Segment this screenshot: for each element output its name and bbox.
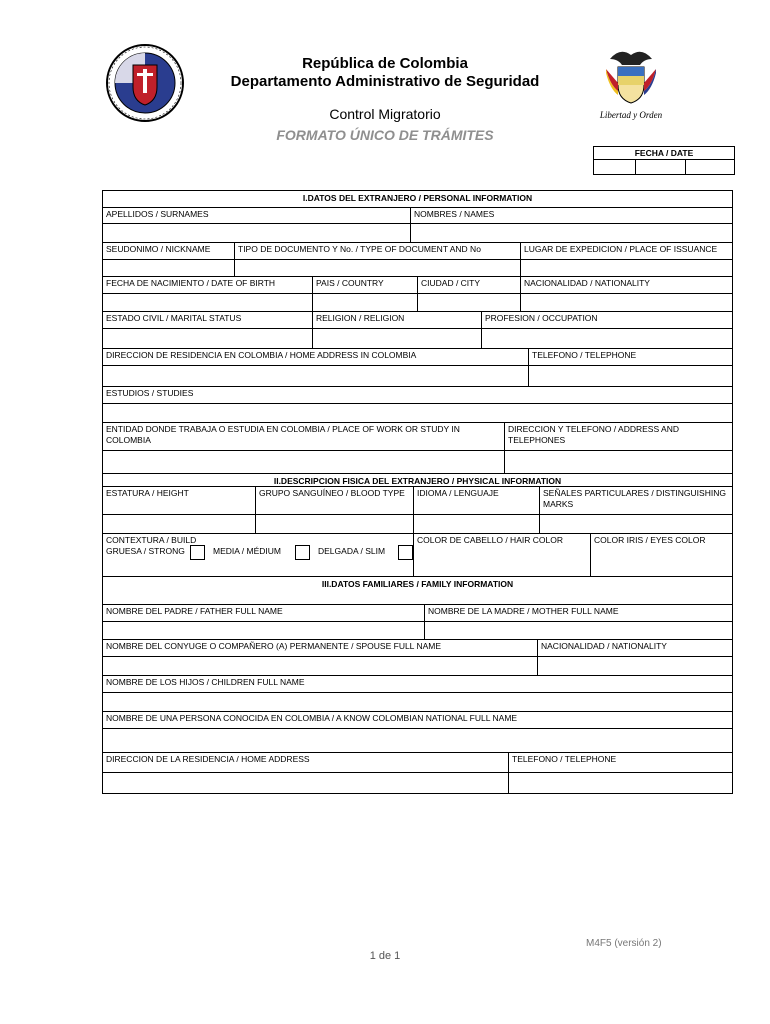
eye-color-label: COLOR IRIS / EYES COLOR	[594, 535, 706, 545]
spouse-nationality-label: NACIONALIDAD / NATIONALITY	[537, 639, 733, 657]
build-strong-label: GRUESA / STRONG	[106, 546, 185, 556]
eye-color-box	[590, 533, 733, 577]
build-medium-label: MEDIA / MÉDIUM	[213, 546, 282, 556]
hair-color-box	[413, 533, 591, 577]
children-field[interactable]	[102, 692, 733, 712]
surnames-label: APELLIDOS / SURNAMES	[102, 207, 411, 224]
doc-type-field[interactable]	[234, 259, 521, 277]
contact-address-field[interactable]	[102, 772, 509, 794]
build-slim-checkbox[interactable]	[398, 545, 413, 560]
work-address-field[interactable]	[504, 450, 733, 474]
country-label: PAIS / COUNTRY	[312, 276, 418, 294]
header-department: Departamento Administrativo de Seguridad	[230, 73, 540, 90]
contact-address-label: DIRECCION DE LA RESIDENCIA / HOME ADDRESS	[102, 752, 509, 773]
date-month-field[interactable]	[635, 159, 686, 175]
colombian-contact-field[interactable]	[102, 728, 733, 753]
date-label: FECHA / DATE	[593, 146, 735, 160]
country-field[interactable]	[312, 293, 418, 312]
place-issuance-field[interactable]	[520, 259, 733, 277]
home-address-field[interactable]	[102, 365, 529, 387]
home-address-label: DIRECCION DE RESIDENCIA EN COLOMBIA / HOME ADDRESS IN COLOMBIA	[102, 348, 529, 366]
blood-type-label: GRUPO SANGUÍNEO / BLOOD TYPE	[255, 486, 414, 515]
names-field[interactable]	[410, 223, 733, 243]
coat-motto: Libertad y Orden	[599, 110, 663, 120]
religion-field[interactable]	[312, 328, 482, 349]
telephone-field[interactable]	[528, 365, 733, 387]
nickname-field[interactable]	[102, 259, 235, 277]
marks-label: SEÑALES PARTICULARES / DISTINGUISHING MARKS	[539, 486, 733, 515]
nickname-label: SEUDONIMO / NICKNAME	[102, 242, 235, 260]
build-strong-checkbox[interactable]	[190, 545, 205, 560]
date-day-field[interactable]	[593, 159, 636, 175]
header-office: Control Migratorio	[329, 106, 441, 122]
mother-field[interactable]	[424, 621, 733, 640]
work-address-label: DIRECCION Y TELEFONO / ADDRESS AND TELEPHONES	[504, 422, 733, 451]
spouse-label: NOMBRE DEL CONYUGE O COMPAÑERO (A) PERMANENTE / SPOUSE FULL NAME	[102, 639, 538, 657]
place-issuance-label: LUGAR DE EXPEDICION / PLACE OF ISSUANCE	[520, 242, 733, 260]
studies-field[interactable]	[102, 403, 733, 423]
build-slim-label: DELGADA / SLIM	[318, 546, 386, 556]
father-label: NOMBRE DEL PADRE / FATHER FULL NAME	[102, 604, 425, 622]
build-box	[102, 533, 414, 577]
contact-phone-label: TELEFONO / TELEPHONE	[508, 752, 733, 773]
doc-type-label: TIPO DE DOCUMENTO Y No. / TYPE OF DOCUMENT AND No	[234, 242, 521, 260]
spouse-nationality-field[interactable]	[537, 656, 733, 676]
birth-date-label: FECHA DE NACIMIENTO / DATE OF BIRTH	[102, 276, 313, 294]
form-title: FORMATO ÚNICO DE TRÁMITES	[276, 127, 494, 143]
city-field[interactable]	[417, 293, 521, 312]
father-field[interactable]	[102, 621, 425, 640]
surnames-field[interactable]	[102, 223, 411, 243]
work-place-label: ENTIDAD DONDE TRABAJA O ESTUDIA EN COLOMBIA / PLACE OF WORK OR STUDY IN COLOMBIA	[102, 422, 505, 451]
section-physical-title: II.DESCRIPCION FISICA DEL EXTRANJERO / PHYSICAL INFORMATION	[103, 475, 732, 487]
city-label: CIUDAD / CITY	[417, 276, 521, 294]
date-year-field[interactable]	[685, 159, 735, 175]
marital-label: ESTADO CIVIL / MARITAL STATUS	[102, 311, 313, 329]
page-number: 1 de 1	[369, 950, 401, 962]
height-label: ESTATURA / HEIGHT	[102, 486, 256, 515]
names-label: NOMBRES / NAMES	[410, 207, 733, 224]
marks-field[interactable]	[539, 514, 733, 534]
occupation-field[interactable]	[481, 328, 733, 349]
studies-label: ESTUDIOS / STUDIES	[102, 386, 733, 404]
blood-type-field[interactable]	[255, 514, 414, 534]
form-code: M4F5 (versión 2)	[586, 938, 662, 949]
birth-date-field[interactable]	[102, 293, 313, 312]
occupation-label: PROFESION / OCCUPATION	[481, 311, 733, 329]
nationality-label: NACIONALIDAD / NATIONALITY	[520, 276, 733, 294]
work-place-field[interactable]	[102, 450, 505, 474]
religion-label: RELIGION / RELIGION	[312, 311, 482, 329]
nationality-field[interactable]	[520, 293, 733, 312]
section-family-title: III.DATOS FAMILIARES / FAMILY INFORMATION	[103, 578, 732, 591]
spouse-field[interactable]	[102, 656, 538, 676]
header-country: República de Colombia	[302, 55, 468, 72]
section-personal-title: I.DATOS DEL EXTRANJERO / PERSONAL INFORMATION	[103, 192, 732, 205]
telephone-label: TELEFONO / TELEPHONE	[528, 348, 733, 366]
height-field[interactable]	[102, 514, 256, 534]
hair-color-label: COLOR DE CABELLO / HAIR COLOR	[417, 535, 563, 545]
contact-phone-field[interactable]	[508, 772, 733, 794]
build-medium-checkbox[interactable]	[295, 545, 310, 560]
marital-field[interactable]	[102, 328, 313, 349]
language-label: IDIOMA / LENGUAJE	[413, 486, 540, 515]
mother-label: NOMBRE DE LA MADRE / MOTHER FULL NAME	[424, 604, 733, 622]
colombian-contact-label: NOMBRE DE UNA PERSONA CONOCIDA EN COLOMBIA / A KNOW COLOMBIAN NATIONAL FULL NAME	[102, 711, 733, 729]
children-label: NOMBRE DE LOS HIJOS / CHILDREN FULL NAME	[102, 675, 733, 693]
language-field[interactable]	[413, 514, 540, 534]
build-label: CONTEXTURA / BUILD	[106, 535, 197, 545]
